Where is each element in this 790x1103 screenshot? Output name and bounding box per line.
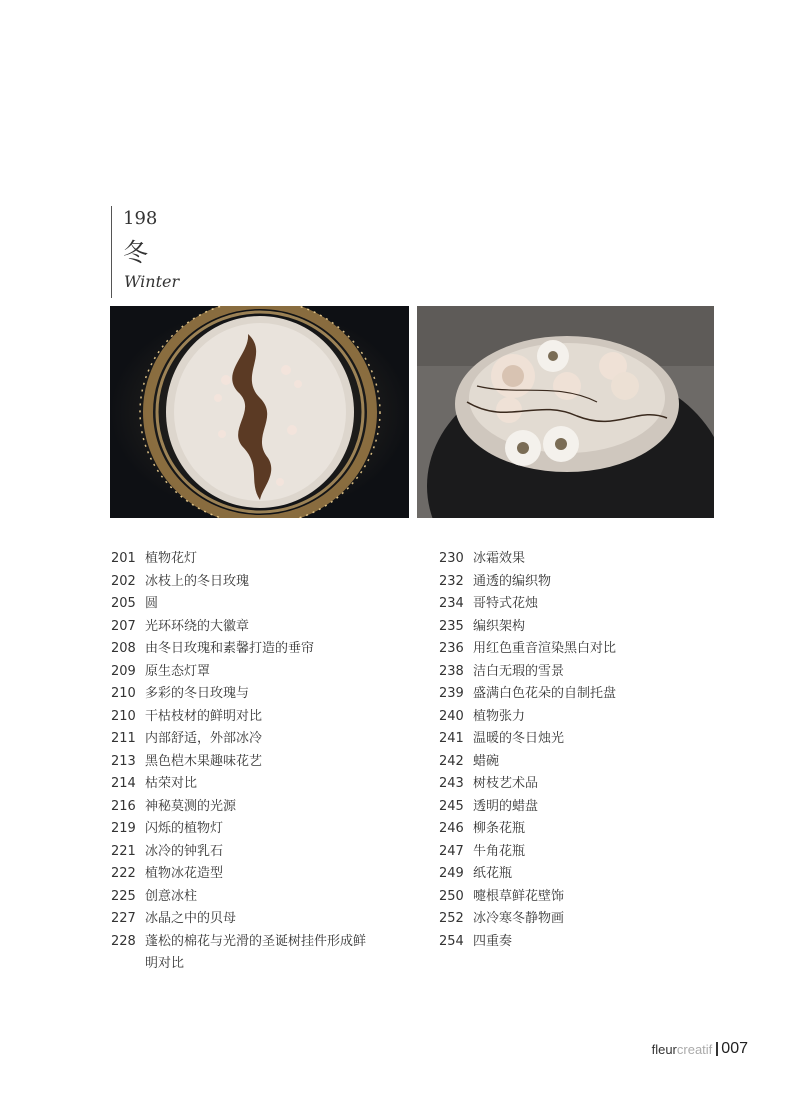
toc-entry[interactable]	[439, 818, 739, 841]
toc-page-number: 252	[439, 911, 464, 926]
toc-title: 冰枝上的冬日玫瑰	[145, 573, 250, 589]
toc-title: 闪烁的植物灯	[145, 821, 224, 836]
toc-title: 嚏根草鲜花壁饰	[473, 888, 565, 904]
toc-page-number: 214	[111, 776, 136, 791]
section-number: 198	[123, 208, 158, 229]
toc-entry[interactable]	[439, 728, 739, 751]
toc-title: 用红色重音渲染黑白对比	[473, 641, 617, 656]
toc-page-number: 216	[111, 798, 136, 814]
toc-entry[interactable]	[111, 751, 411, 774]
toc-title: 植物张力	[473, 708, 526, 724]
toc-title: 枯荣对比	[145, 776, 198, 791]
toc-entry[interactable]	[111, 931, 411, 954]
toc-entry[interactable]	[111, 683, 411, 706]
toc-page-number: 232	[439, 573, 464, 589]
toc-page-number: 239	[439, 686, 464, 701]
toc-entry[interactable]	[439, 773, 739, 796]
toc-entry[interactable]	[439, 796, 739, 819]
toc-title: 四重奏	[473, 933, 513, 949]
toc-entry[interactable]	[439, 706, 739, 729]
toc-title: 植物冰花造型	[145, 866, 224, 881]
toc-entry[interactable]	[439, 638, 739, 661]
toc-page-number: 210	[111, 708, 136, 724]
toc-title: 冰冷的钟乳石	[145, 843, 224, 859]
toc-entry[interactable]	[111, 571, 411, 594]
toc-entry[interactable]	[111, 548, 411, 571]
toc-entry[interactable]	[111, 661, 411, 684]
toc-page-number: 245	[439, 798, 464, 814]
toc-page-number: 225	[111, 888, 136, 904]
toc-entry[interactable]	[439, 683, 739, 706]
toc-page-number: 205	[111, 596, 136, 611]
toc-page-number: 247	[439, 843, 464, 859]
toc-page-number: 250	[439, 888, 464, 904]
toc-entry[interactable]	[111, 593, 411, 616]
toc-page-number: 213	[111, 753, 136, 769]
toc-title: 冰晶之中的贝母	[145, 911, 237, 926]
section-header	[111, 206, 232, 298]
toc-right-column	[439, 548, 739, 953]
toc-title: 由冬日玫瑰和素馨打造的垂帘	[145, 641, 315, 656]
toc-title: 圆	[145, 596, 159, 611]
toc-title: 神秘莫测的光源	[145, 798, 237, 814]
toc-page-number: 202	[111, 573, 136, 589]
toc-title: 洁白无瑕的雪景	[473, 663, 565, 679]
toc-entry[interactable]	[111, 863, 411, 886]
toc-title: 内部舒适，外部冰冷	[145, 731, 263, 746]
toc-page-number: 234	[439, 596, 464, 611]
toc-entry[interactable]	[439, 751, 739, 774]
toc-title: 编织架构	[473, 618, 526, 634]
toc-title: 哥特式花烛	[473, 596, 539, 611]
toc-page-number: 209	[111, 663, 136, 679]
toc-page-number: 207	[111, 618, 136, 634]
toc-entry[interactable]	[439, 886, 739, 909]
toc-entry[interactable]	[439, 908, 739, 931]
toc-title: 光环环绕的大徽章	[145, 618, 250, 634]
toc-page-number: 211	[111, 731, 136, 746]
toc-title: 冰冷寒冬静物画	[473, 911, 565, 926]
toc-entry[interactable]	[111, 953, 411, 976]
toc-title: 干枯枝材的鲜明对比	[145, 708, 263, 724]
toc-page-number: 228	[111, 933, 136, 949]
toc-page-number: 249	[439, 866, 464, 881]
toc-page-number: 221	[111, 843, 136, 859]
toc-page-number: 240	[439, 708, 464, 724]
brand-name-part: fleur	[651, 1041, 677, 1057]
toc-entry[interactable]	[111, 796, 411, 819]
toc-page-number: 236	[439, 641, 464, 656]
toc-page-number	[111, 953, 145, 976]
toc-page-number: 208	[111, 641, 136, 656]
toc-page-number: 222	[111, 866, 136, 881]
toc-page-number: 242	[439, 753, 464, 769]
toc-page-number: 230	[439, 551, 464, 566]
toc-page-number: 210	[111, 686, 136, 701]
toc-entry[interactable]	[439, 931, 739, 954]
toc-title: 冰霜效果	[473, 551, 526, 566]
winter-wreath-photo	[110, 306, 409, 518]
toc-entry[interactable]	[439, 841, 739, 864]
toc-title: 原生态灯罩	[145, 663, 211, 679]
toc-page-number: 238	[439, 663, 464, 679]
brand-name-part: creatif	[676, 1041, 713, 1057]
toc-page-number: 243	[439, 776, 464, 791]
toc-entry[interactable]	[439, 661, 739, 684]
toc-entry[interactable]	[439, 571, 739, 594]
toc-title: 创意冰柱	[145, 888, 198, 904]
toc-entry[interactable]	[439, 863, 739, 886]
toc-left-column	[111, 548, 411, 976]
toc-title: 温暖的冬日烛光	[473, 731, 565, 746]
toc-page-number: 241	[439, 731, 464, 746]
toc-entry[interactable]	[111, 638, 411, 661]
section-title-en: Winter	[124, 272, 180, 291]
toc-entry[interactable]	[111, 616, 411, 639]
toc-title: 蜡碗	[473, 753, 500, 769]
toc-entry[interactable]	[439, 593, 739, 616]
toc-page-number: 227	[111, 911, 136, 926]
toc-entry[interactable]	[439, 548, 739, 571]
toc-title: 盛满白色花朵的自制托盘	[473, 686, 617, 701]
toc-title: 黑色桤木果趣味花艺	[145, 753, 263, 769]
toc-entry[interactable]	[439, 616, 739, 639]
page-footer	[652, 1040, 748, 1058]
toc-entry[interactable]	[111, 908, 411, 931]
toc-title: 明对比	[145, 956, 185, 971]
page-number: 007	[721, 1040, 748, 1057]
toc-entry[interactable]	[111, 728, 411, 751]
toc-title: 牛角花瓶	[473, 843, 526, 859]
toc-page-number: 219	[111, 821, 136, 836]
toc-title: 透明的蜡盘	[473, 798, 539, 814]
toc-entry[interactable]	[111, 841, 411, 864]
section-title-cn: 冬	[123, 238, 149, 267]
toc-title: 树枝艺术品	[473, 776, 539, 791]
toc-title: 通透的编织物	[473, 573, 552, 589]
toc-title: 纸花瓶	[473, 866, 513, 881]
toc-page-number: 235	[439, 618, 464, 634]
toc-page-number: 254	[439, 933, 464, 949]
toc-entry[interactable]	[111, 706, 411, 729]
toc-title: 柳条花瓶	[473, 821, 526, 836]
toc-page-number: 246	[439, 821, 464, 836]
toc-page-number: 201	[111, 551, 136, 566]
toc-entry[interactable]	[111, 886, 411, 909]
toc-title: 蓬松的棉花与光滑的圣诞树挂件形成鲜	[145, 933, 367, 949]
toc-title: 多彩的冬日玫瑰与	[145, 686, 250, 701]
toc-entry[interactable]	[111, 773, 411, 796]
flower-bowl-photo	[417, 306, 714, 518]
toc-title: 植物花灯	[145, 551, 198, 566]
toc-entry[interactable]	[111, 818, 411, 841]
footer-divider	[716, 1042, 718, 1056]
